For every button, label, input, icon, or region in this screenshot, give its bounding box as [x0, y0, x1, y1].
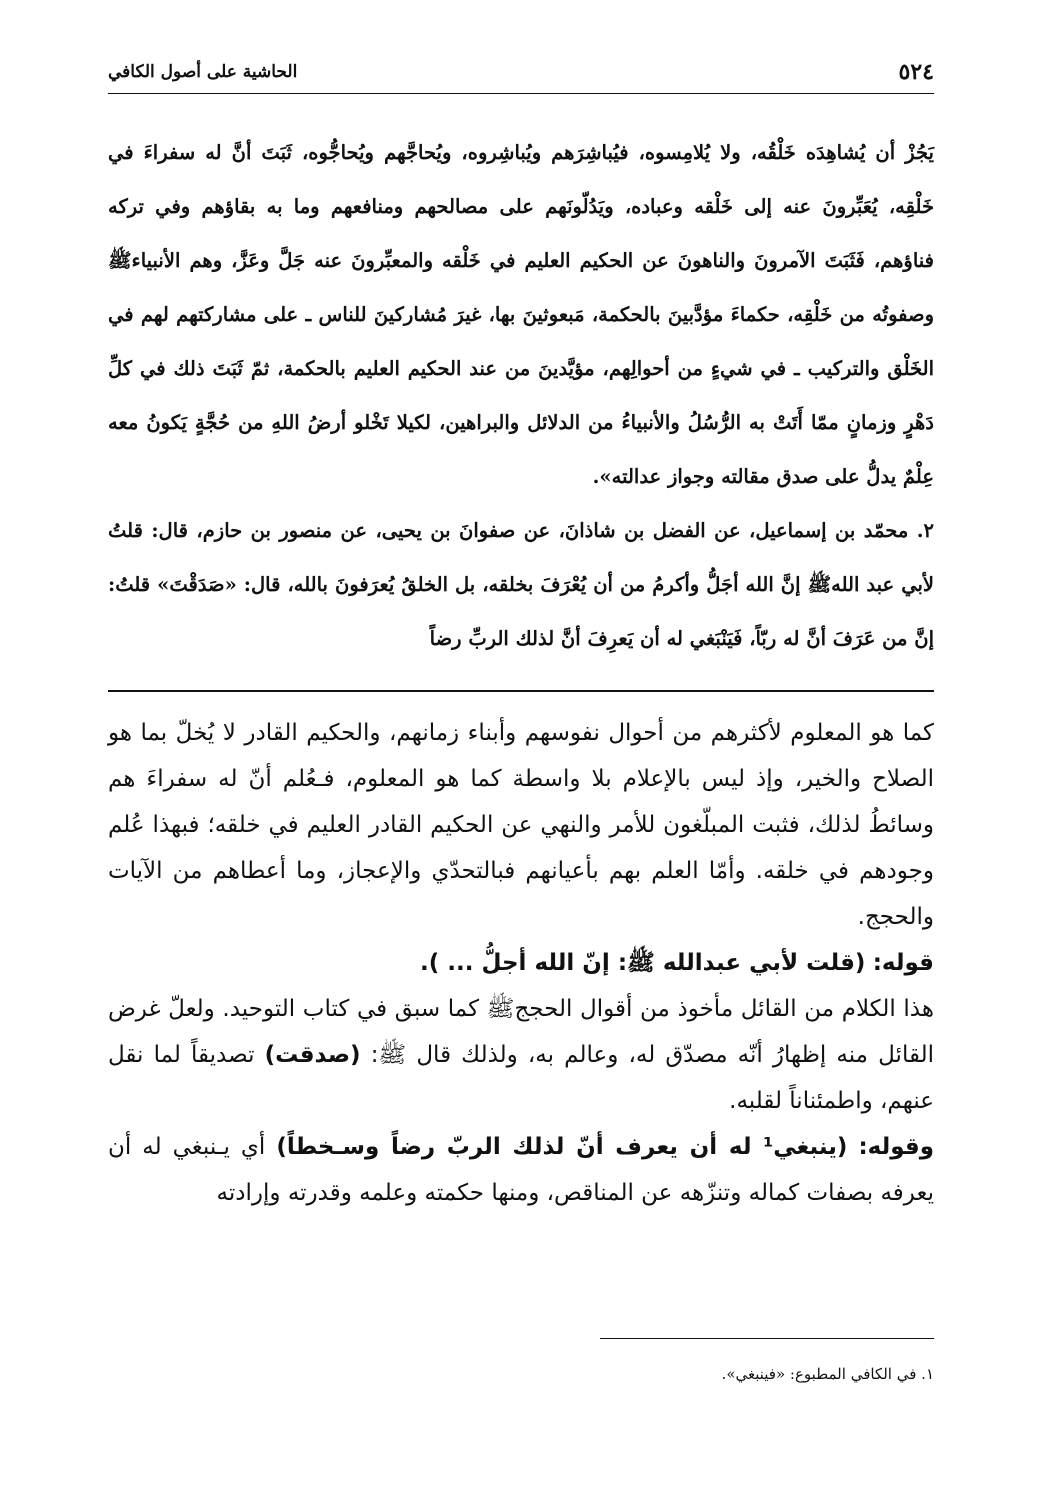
quote-label: قوله:	[872, 950, 934, 976]
commentary-text	[108, 710, 934, 1216]
commentary-sentence: أي يـنبغي له أن يعرفه بصفات كماله وتنزّهه عن المناقص، ومنها حكمته وعلمه وقدرته وإرادته	[108, 1134, 934, 1206]
hadith-text	[108, 126, 934, 666]
commentary-paragraph: كما هو المعلوم لأكثرهم من أحوال نفوسهم وأبناء زمانهم، والحكيم القادر لا يُخلّ بما هو الصلاح والخير، وإذ ليس بالإعلام بلا واسطة كما هو المعلوم، فـعُلم أنّ له سفراءَ هم وسائطُ لذلك، فثبت المبلّغون للأمر والنهي عن الحكيم القادر العليم في خلقه؛ فبهذا عُلم وجودهم في خلقه. وأمّا العلم بهم بأعيانهم فبالتحدّي والإعجاز، وما أعطاهم من الآيات والحجج.	[108, 720, 934, 930]
quote-text: (قلت لأبي عبدالله ﷺ: إنّ الله أجلُّ ... ).	[419, 950, 866, 976]
page-header	[108, 52, 934, 92]
quote-text: (ينبغي¹ له أن يعرف أنّ لذلك الربّ رضاً وسـخطاً)	[276, 1134, 848, 1160]
page-number: ٥٢٤	[898, 59, 934, 85]
footnote-divider	[600, 1338, 934, 1339]
running-title: الحاشية على أصول الكافي	[108, 62, 298, 82]
quote-label: وقوله:	[858, 1134, 935, 1160]
commentary-divider	[108, 690, 934, 692]
hadith-paragraph: ٢. محمّد بن إسماعيل، عن الفضل بن شاذانَ، عن صفوانَ بن يحيى، عن منصور بن حازم، قال: قلتُ لأبي عبد اللهﷺ إنَّ الله أجَلُّ وأكرمُ من أن يُعْرَفَ بخلقه، بل الخلقُ يُعرَفونَ بالله، قال: «صَدَقْتَ» قلتُ: إنَّ من عَرَفَ أنَّ له ربّاً، فَيَنْبَغي له أن يَعرِفَ أنَّ لذلك الربِّ رضاً	[108, 519, 934, 650]
hadith-paragraph: يَجُزْ أن يُشاهِدَه خَلْقُه، ولا يُلامِسوه، فيُباشِرَهم ويُباشِروه، ويُحاجَّهم ويُحاجُّوه، ثَبَتَ أنَّ له سفراءَ في خَلْقِه، يُعَبِّرونَ عنه إلى خَلْقه وعباده، ويَدُلّونَهم على مصالحهم ومنافعهم وما به بقاؤهم وفي تركه فناؤهم، فَثَبَتَ الآمرونَ والناهونَ عن الحكيم العليم في خَلْقه والمعبِّرونَ عنه جَلَّ وعَزَّ، وهم الأنبياءﷺ وصفوتُه من خَلْقِه، حكماءَ مؤدَّبينَ بالحكمة، مَبعوثينَ بها، غيرَ مُشاركينَ للناس ـ على مشاركتهم لهم في الخَلْق والتركيب ـ في شيءٍ من أحوالِهم، مؤيَّدينَ من عند الحكيم العليم بالحكمة، ثمّ ثَبَتَ ذلك في كلِّ دَهْرٍ وزمانٍ ممّا أَتَتْ به الرُّسُلُ والأنبياءُ من الدلائل والبراهين، لكيلا تَخْلو أرضُ اللهِ من حُجَّةٍ يَكونُ معه عِلْمٌ يدلُّ على صدق مقالته وجواز عدالته».	[108, 141, 934, 488]
commentary-paragraph	[108, 1124, 934, 1216]
quote-text: (صدقت)	[264, 1042, 361, 1068]
footnote: ١. في الكافي المطبوع: «فينبغي».	[721, 1365, 934, 1383]
commentary-sentence: تصديقاً لما نقل عنهم، واطمئناناً لقلبه.	[108, 1042, 934, 1114]
commentary-sentence: هذا الكلام من القائل مأخوذ من أقوال الحججﷺ كما سبق في كتاب التوحيد. ولعلّ غرض القائل منه إظهارُ أنّه مصدّق له، وعالم به، ولذلك قال ﷺ:	[108, 996, 934, 1068]
commentary-paragraph	[108, 986, 934, 1124]
commentary-quote-line	[108, 940, 934, 986]
header-divider	[108, 93, 934, 94]
